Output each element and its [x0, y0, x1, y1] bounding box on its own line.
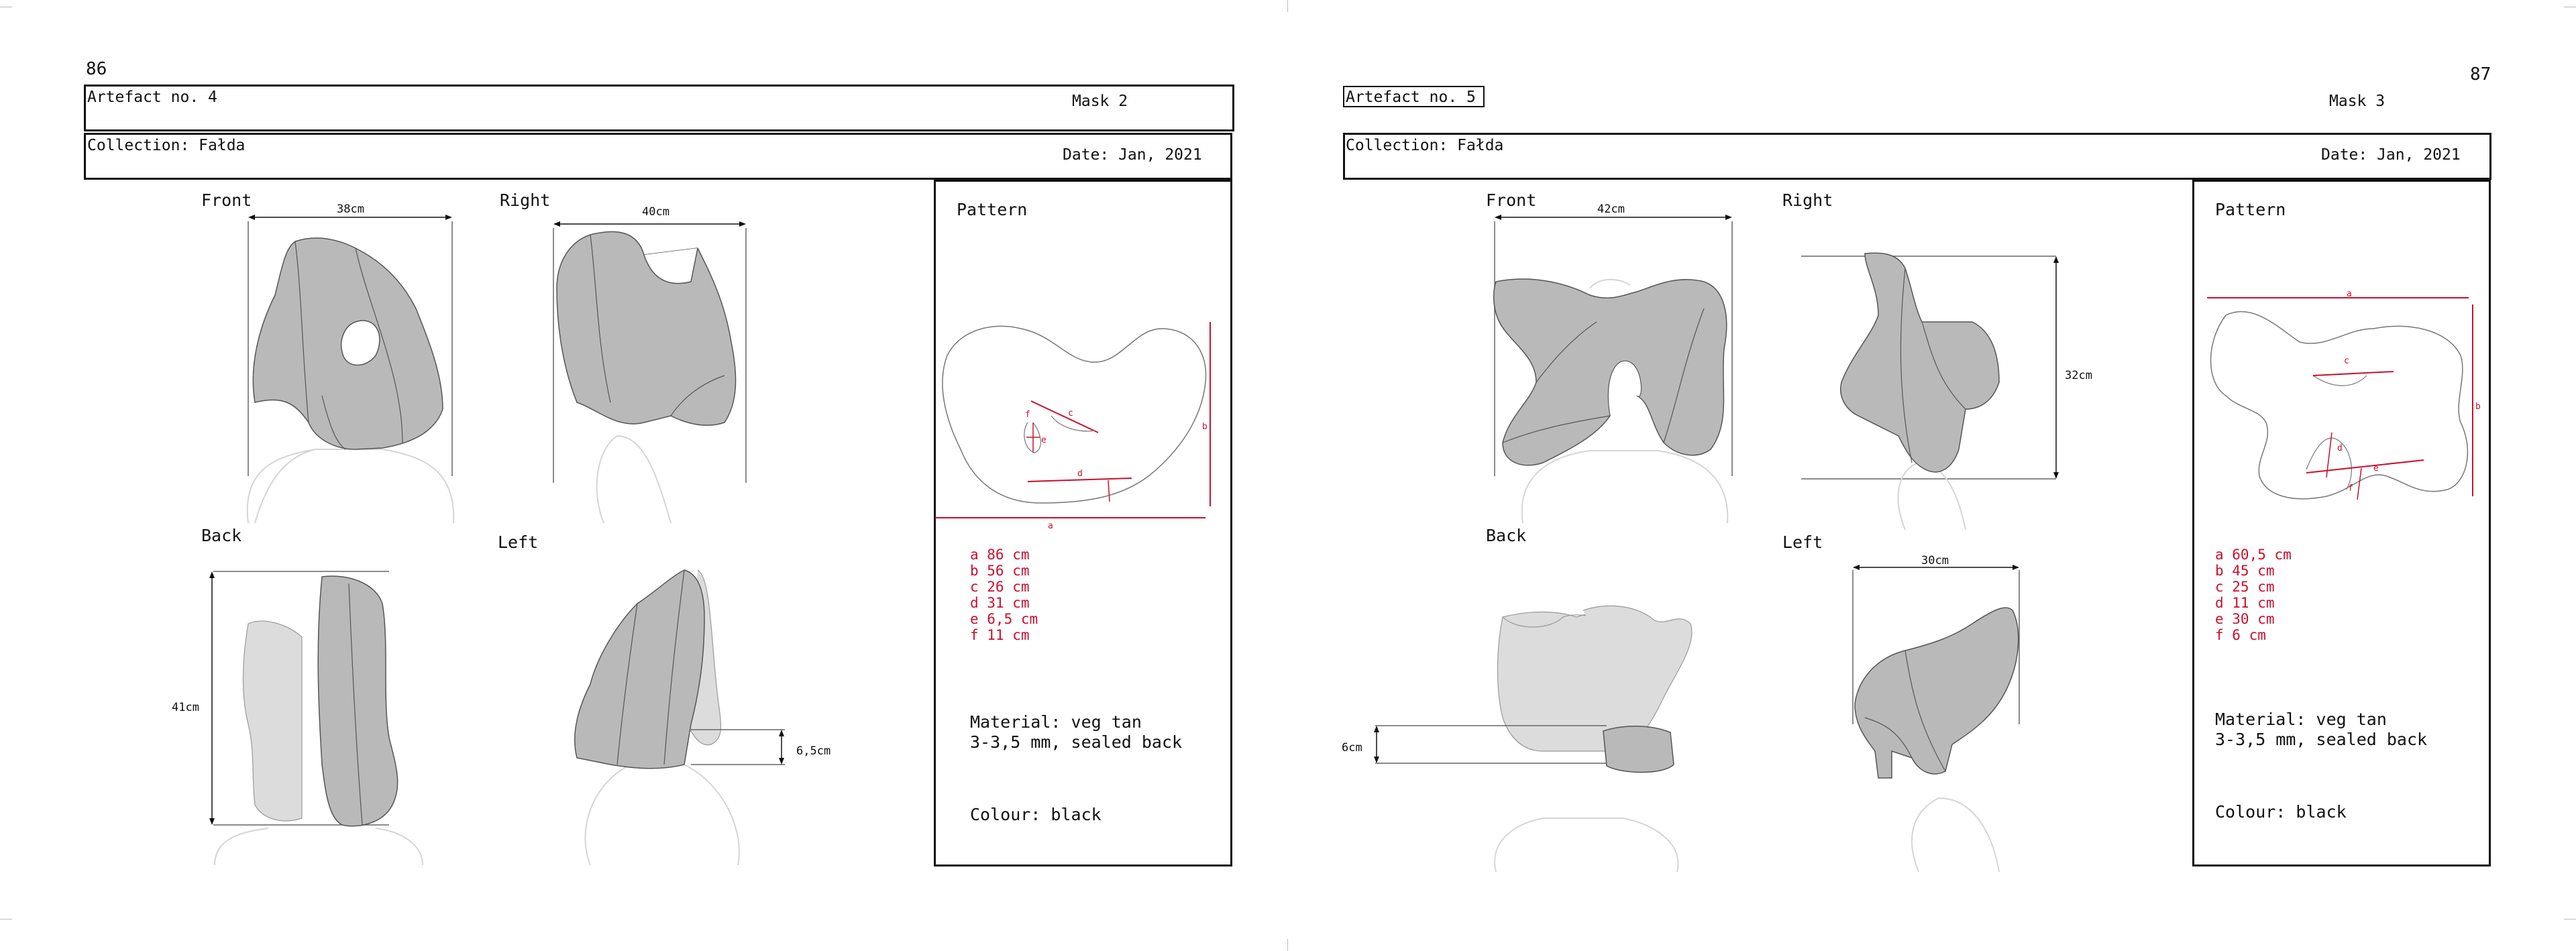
dim-right-height: 32cm	[2065, 369, 2092, 382]
view-label-back: Back	[1486, 526, 1527, 545]
measurement-d: d 31 cm	[970, 595, 1030, 611]
measurement-b: b 56 cm	[970, 563, 1030, 579]
left-view-drawing	[1838, 557, 2080, 872]
collection-name: Collection: Fałda	[1346, 137, 1504, 154]
pattern-drawing	[934, 315, 1232, 537]
mask-name: Mask 2	[1072, 93, 1128, 110]
view-label-right: Right	[1782, 190, 1833, 210]
artefact-header-row	[84, 85, 1234, 131]
left-view-drawing	[550, 563, 805, 865]
right-view-drawing	[1798, 248, 2080, 530]
colour-info: Colour: black	[970, 805, 1102, 824]
svg-text:b: b	[2475, 402, 2481, 412]
pattern-title: Pattern	[2215, 200, 2286, 219]
dim-back-height: 6cm	[1342, 741, 1362, 754]
view-label-left: Left	[1782, 533, 1823, 552]
measurement-c: c 26 cm	[970, 579, 1030, 595]
measurement-a: a 86 cm	[970, 547, 1030, 563]
svg-text:a: a	[2347, 289, 2352, 299]
pattern-panel	[2192, 180, 2491, 866]
svg-text:d: d	[1077, 469, 1083, 479]
artefact-number: Artefact no. 4	[87, 89, 217, 106]
dim-back-height: 41cm	[172, 701, 199, 714]
svg-text:e: e	[2373, 463, 2379, 473]
collection-header-row	[1343, 133, 2491, 180]
page-number: 86	[86, 59, 107, 79]
measurement-b: b 45 cm	[2215, 563, 2275, 579]
material-thickness: 3-3,5 mm, sealed back	[970, 732, 1183, 752]
material-line: Material: veg tan	[970, 712, 1142, 732]
svg-text:c: c	[1068, 408, 1073, 418]
dim-left-height: 6,5cm	[796, 744, 831, 758]
measurement-e: e 6,5 cm	[970, 611, 1038, 627]
front-view-drawing	[201, 201, 470, 523]
svg-text:f: f	[2348, 484, 2353, 494]
collection-header-row	[84, 133, 1232, 180]
pattern-measurements	[970, 547, 1038, 643]
view-label-right: Right	[500, 190, 551, 210]
material-info	[2215, 710, 2427, 750]
page-number: 87	[2470, 64, 2491, 85]
material-line: Material: veg tan	[2215, 710, 2387, 729]
measurement-f: f 6 cm	[2215, 627, 2266, 643]
pattern-measurements	[2215, 547, 2292, 643]
svg-text:f: f	[1025, 410, 1030, 420]
front-view-drawing	[1483, 201, 1751, 523]
crop-mark	[1287, 0, 1288, 12]
collection-date: Date: Jan, 2021	[2321, 146, 2461, 164]
pattern-drawing	[2192, 288, 2491, 510]
view-label-back: Back	[201, 526, 242, 545]
colour-info: Colour: black	[2215, 802, 2347, 822]
view-label-front: Front	[201, 190, 252, 210]
view-label-left: Left	[498, 533, 539, 552]
measurement-c: c 25 cm	[2215, 579, 2275, 595]
dim-left-width: 30cm	[1921, 554, 1949, 567]
dim-front-width: 42cm	[1597, 203, 1625, 216]
dim-front-width: 38cm	[337, 203, 364, 216]
collection-date: Date: Jan, 2021	[1063, 146, 1202, 164]
back-view-drawing	[1342, 590, 1784, 872]
right-view-drawing	[537, 208, 778, 523]
measurement-d: d 11 cm	[2215, 595, 2275, 611]
svg-text:d: d	[2337, 443, 2343, 453]
measurement-e: e 30 cm	[2215, 611, 2275, 627]
svg-text:b: b	[1202, 422, 1208, 432]
crop-mark	[1287, 939, 1288, 951]
mask-name: Mask 3	[2329, 93, 2385, 110]
svg-text:e: e	[1041, 435, 1046, 445]
artefact-number: Artefact no. 5	[1346, 89, 1476, 106]
material-info	[970, 712, 1182, 752]
dim-right-width: 40cm	[642, 205, 669, 219]
view-label-front: Front	[1486, 190, 1537, 210]
collection-name: Collection: Fałda	[87, 137, 246, 154]
material-thickness: 3-3,5 mm, sealed back	[2215, 730, 2428, 749]
back-view-drawing	[154, 563, 463, 865]
pattern-title: Pattern	[957, 200, 1028, 219]
measurement-f: f 11 cm	[970, 627, 1030, 643]
svg-text:a: a	[1048, 521, 1053, 531]
measurement-a: a 60,5 cm	[2215, 547, 2292, 563]
svg-text:c: c	[2344, 356, 2349, 366]
